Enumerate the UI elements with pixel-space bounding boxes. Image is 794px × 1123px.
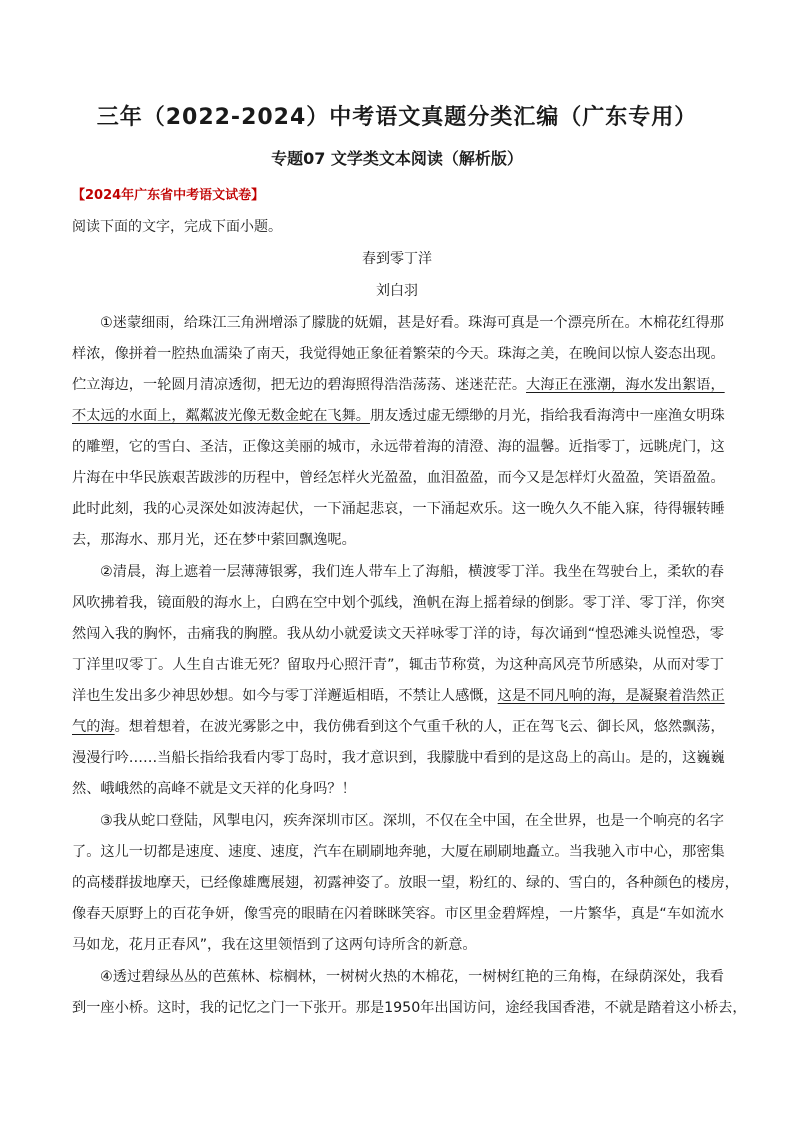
passage-line: 了。这儿一切都是速度、速度、速度，汽车在刷刷地奔驰，大厦在刷刷地矗立。当我驰入市中心，那密集	[72, 844, 725, 860]
passage-line: 的雕塑，它的雪白、圣洁，正像这美丽的城市，永远带着海的清澄、海的温馨。近指零丁，远眺虎门，这	[72, 439, 725, 455]
passage-line: 然、峨峨然的高峰不就是文天祥的化身吗？！	[72, 781, 356, 797]
passage-line: 样浓，像拼着一腔热血濡染了南天，我觉得她正象征着繁荣的今天。珠海之美，在晚间以惊人姿态出现。	[72, 346, 725, 362]
passage-line: 去，那海水、那月光，还在梦中萦回飘逸呢。	[72, 532, 356, 548]
passage-line: 丁洋里叹零丁。人生自古谁无死？留取丹心照汗青”，辄击节称赏，为这种高风亮节所感染，从而对零丁	[72, 657, 724, 673]
passage-line	[72, 406, 724, 426]
underlined-sentence: 不太远的水面上，粼粼波光像无数金蛇在飞舞。	[72, 408, 370, 424]
passage-text: 洋也生发出多少神思妙想。如今与零丁洋邂逅相晤，不禁让人感慨，	[72, 688, 498, 704]
exam-source-label: 【2024年广东省中考语文试卷】	[72, 188, 265, 203]
passage-text: 朋友透过虚无缥缈的月光，指给我看海湾中一座渔女明珠	[369, 408, 725, 424]
passage-line: ①迷蒙细雨，给珠江三角洲增添了朦胧的妩媚，甚是好看。珠海可真是一个漂亮所在。木棉花红得那	[100, 315, 724, 331]
passage-line: 此时此刻，我的心灵深处如波涛起伏，一下涌起悲哀，一下涌起欢乐。这一晚久久不能入寐，待得辗转睡	[72, 501, 725, 517]
document-subtitle: 专题07 文学类文本阅读（解析版）	[271, 149, 523, 168]
passage-title: 春到零丁洋	[362, 251, 432, 267]
passage-line	[72, 717, 724, 737]
underlined-sentence: 气的海	[72, 719, 115, 735]
passage-line: 然闯入我的胸怀，击痛我的胸膛。我从幼小就爱读文天祥咏零丁洋的诗，每次诵到“惶恐滩头说惶恐，零	[72, 626, 724, 642]
passage-line: 漫漫行吟……当船长指给我看内零丁岛时，我才意识到，我朦胧中看到的是这岛上的高山。是的，这巍巍	[72, 750, 725, 766]
passage-line	[72, 686, 724, 706]
passage-line: ②清晨，海上遮着一层薄薄银雾，我们连人带车上了海船，横渡零丁洋。我坐在驾驶台上，柔软的春	[100, 564, 724, 580]
underlined-sentence: 这是不同凡响的海，是凝聚着浩然正	[497, 688, 725, 704]
passage-line: 风吹拂着我，镜面般的海水上，白鸥在空中划个弧线，渔帆在海上摇着绿的倒影。零丁洋、零丁洋，你突	[72, 595, 725, 611]
passage-line	[72, 375, 724, 395]
passage-text: 。想着想着，在波光雾影之中，我仿佛看到这个气重千秋的人，正在驾飞云、御长风，悠然飘荡，	[114, 719, 725, 735]
instruction-text: 阅读下面的文字，完成下面小题。	[72, 219, 282, 235]
passage-line: 的高楼群拔地摩天，已经像雄鹰展翅，初露神姿了。放眼一望，粉红的、绿的、雪白的，各种颜色的楼房，	[72, 875, 739, 891]
passage-line: ③我从蛇口登陆，风掣电闪，疾奔深圳市区。深圳，不仅在全中国，在全世界，也是一个响亮的名字	[100, 813, 724, 829]
passage-text: 伫立海边，一轮圆月清凉透彻，把无边的碧海照得浩浩荡荡、迷迷茫茫。	[72, 377, 527, 393]
document-title: 三年（2022-2024）中考语文真题分类汇编（广东专用）	[96, 105, 698, 130]
passage-line: ④透过碧绿丛丛的芭蕉林、棕榈林，一树树火热的木棉花，一树树红艳的三角梅，在绿荫深处，我看	[100, 969, 724, 985]
underlined-sentence: 大海正在涨潮，海水发出絮语，	[526, 377, 725, 393]
passage-line: 像春天原野上的百花争妍，像雪亮的眼睛在闪着眯眯笑容。市区里金碧辉煌，一片繁华，真是“车如流水	[72, 906, 724, 922]
passage-line: 片海在中华民族艰苦跋涉的历程中，曾经怎样火光盈盈，血泪盈盈，而今又是怎样灯火盈盈，笑语盈盈。	[72, 470, 725, 486]
passage-line: 到一座小桥。这时，我的记忆之门一下张开。那是1950年出国访问，途经我国香港，不就是踏着这小桥去，	[72, 1000, 747, 1016]
passage-author: 刘白羽	[376, 283, 418, 299]
passage-line: 马如龙，花月正春风”，我在这里领悟到了这两句诗所含的新意。	[72, 937, 477, 953]
